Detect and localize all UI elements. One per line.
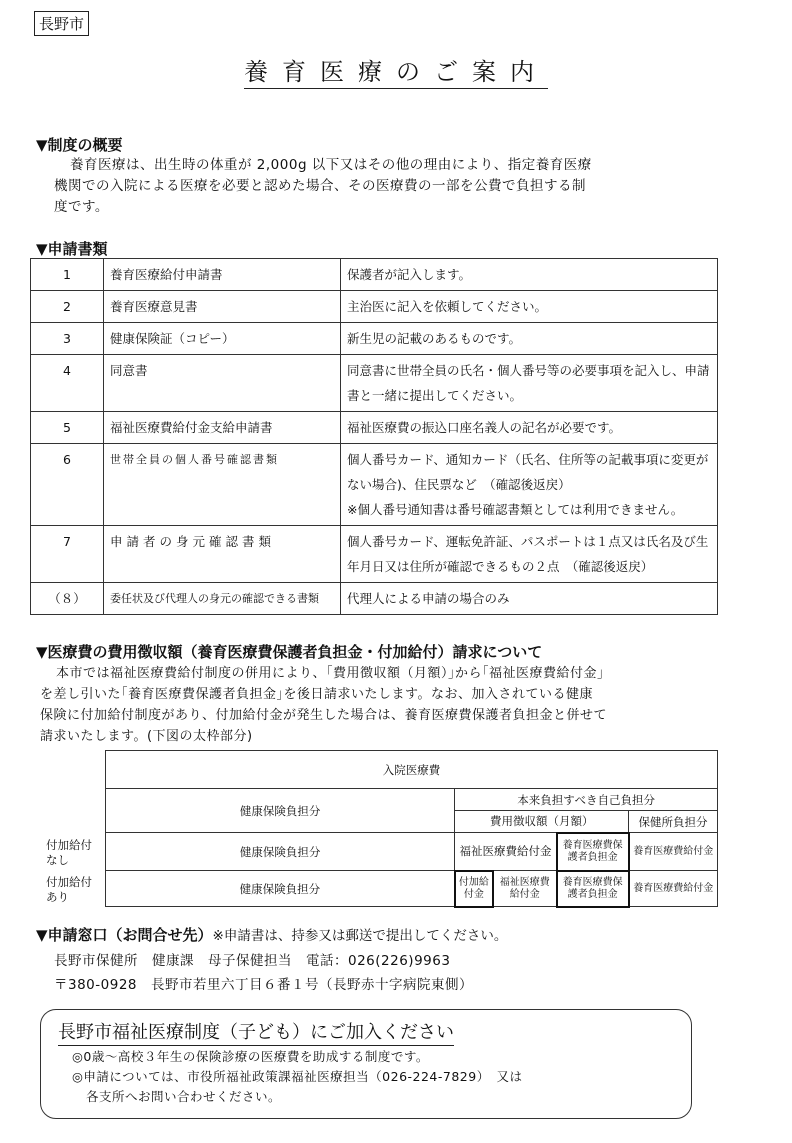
doc-note: 代理人による申請の場合のみ [341, 583, 718, 615]
contact-line-2: 〒380-0928 長野市若里六丁目６番１号（長野赤十字病院東側） [54, 977, 473, 993]
contact-heading-note: ※申請書は、持参又は郵送で提出してください。 [212, 928, 508, 944]
city-label: 長野市 [34, 11, 89, 36]
insurance-cell: 健康保険負担分 [106, 789, 455, 833]
table-row [31, 583, 718, 615]
contact-heading: ▼申請窓口（お問合せ先） [36, 926, 213, 944]
overview-line-3: 度です。 [54, 199, 109, 215]
fees-line-4: 請求いたします。(下図の太枠部分) [40, 729, 253, 744]
fee-structure-table [105, 750, 718, 908]
ikusei-cell: 養育医療費給付金 [629, 871, 718, 907]
row-label-with-additional: 付加給付あり [46, 875, 92, 904]
table-row [31, 444, 718, 526]
doc-num: 4 [31, 355, 104, 412]
table-row [106, 789, 718, 811]
page-title-text: 養育医療のご案内 [244, 58, 548, 89]
doc-name: 養育医療意見書 [104, 291, 341, 323]
doc-note: 保護者が記入します。 [341, 259, 718, 291]
page-title [0, 52, 792, 87]
ikusei-cell: 養育医療費給付金 [629, 833, 718, 871]
doc-num: 2 [31, 291, 104, 323]
fees-heading: ▼医療費の費用徴収額（養育医療費保護者負担金・付加給付）請求について [36, 643, 543, 661]
table-row [31, 291, 718, 323]
self-pay-cell: 本来負担すべき自己負担分 [455, 789, 718, 811]
doc-note: 個人番号カード、通知カード（氏名、住所等の記載事項に変更がない場合)、住民票など （確認後返戻） [347, 452, 709, 492]
documents-heading: ▼申請書類 [36, 240, 108, 258]
doc-note: 新生児の記載のあるものです。 [341, 323, 718, 355]
doc-num: 6 [31, 444, 104, 526]
doc-name: 委任状及び代理人の身元の確認できる書類 [104, 583, 341, 615]
doc-note-cell [341, 444, 718, 526]
doc-num: 3 [31, 323, 104, 355]
monthly-cell: 費用徴収額（月額） [455, 811, 629, 833]
fees-line-3: 保険に付加給付制度があり、付加給付金が発生した場合は、養育医療費保護者負担金と併せて [40, 708, 608, 723]
table-row [31, 259, 718, 291]
doc-name: 世帯全員の個人番号確認書類 [104, 444, 341, 526]
doc-name: 申請者の身元確認書類 [104, 526, 341, 583]
row-label-no-additional: 付加給付なし [46, 838, 92, 867]
overview-line-2: 機関での入院による医療を必要と認めた場合、その医療費の一部を公費で負担する制 [54, 178, 586, 194]
doc-num: 5 [31, 412, 104, 444]
doc-note-2: ※個人番号通知書は番号確認書類としては利用できません。 [347, 502, 684, 517]
guardian-cell: 養育医療費保護者負担金 [557, 871, 629, 907]
doc-name: 健康保険証（コピー） [104, 323, 341, 355]
doc-num: 7 [31, 526, 104, 583]
additional-cell: 付加給付金 [455, 871, 493, 907]
welfare-box-line-2: ◎申請については、市役所福祉政策課福祉医療担当（026-224-7829） 又は [72, 1069, 523, 1084]
doc-num: （８） [31, 583, 104, 615]
doc-note: 同意書に世帯全員の氏名・個人番号等の必要事項を記入し、申請書と一緒に提出してください。 [341, 355, 718, 412]
welfare-box-title: 長野市福祉医療制度（子ども）にご加入ください [58, 1018, 454, 1046]
doc-note: 主治医に記入を依頼してください。 [341, 291, 718, 323]
health-center-cell: 保健所負担分 [629, 811, 718, 833]
fees-line-2: を差し引いた｢養育医療費保護者負担金｣を後日請求いたします。なお、加入されている健康 [40, 687, 593, 702]
table-row [106, 833, 718, 871]
insurance-cell: 健康保険負担分 [106, 833, 455, 871]
welfare-cell: 福祉医療費給付金 [455, 833, 557, 871]
welfare-box-line-3: 各支所へお問い合わせください。 [86, 1089, 282, 1104]
table-row [31, 412, 718, 444]
overview-line-1: 養育医療は、出生時の体重が 2,000g 以下又はその他の理由により、指定養育医療 [70, 157, 592, 173]
doc-name: 養育医療給付申請書 [104, 259, 341, 291]
doc-name: 同意書 [104, 355, 341, 412]
doc-note: 福祉医療費の振込口座名義人の記名が必要です。 [341, 412, 718, 444]
insurance-cell: 健康保険負担分 [106, 871, 455, 907]
table-row [31, 526, 718, 583]
table-row [106, 751, 718, 789]
hospital-fee-cell: 入院医療費 [106, 751, 718, 789]
contact-line-1: 長野市保健所 健康課 母子保健担当 電話：026(226)9963 [54, 953, 451, 969]
guardian-cell: 養育医療費保護者負担金 [557, 833, 629, 871]
doc-name: 福祉医療費給付金支給申請書 [104, 412, 341, 444]
documents-table [30, 258, 718, 615]
fees-line-1: 本市では福祉医療費給付制度の併用により、｢費用徴収額（月額）｣から｢福祉医療費給付金｣ [56, 666, 605, 681]
table-row [106, 871, 718, 907]
welfare-cell: 福祉医療費給付金 [493, 871, 557, 907]
table-row [31, 323, 718, 355]
doc-num: 1 [31, 259, 104, 291]
table-row [31, 355, 718, 412]
welfare-box-line-1: ◎0歳～高校３年生の保険診療の医療費を助成する制度です。 [72, 1049, 429, 1064]
doc-note: 個人番号カード、運転免許証、パスポートは１点又は氏名及び生年月日又は住所が確認できるもの２点 （確認後返戻） [341, 526, 718, 583]
overview-heading: ▼制度の概要 [36, 136, 123, 154]
contact-heading-line [36, 924, 507, 945]
